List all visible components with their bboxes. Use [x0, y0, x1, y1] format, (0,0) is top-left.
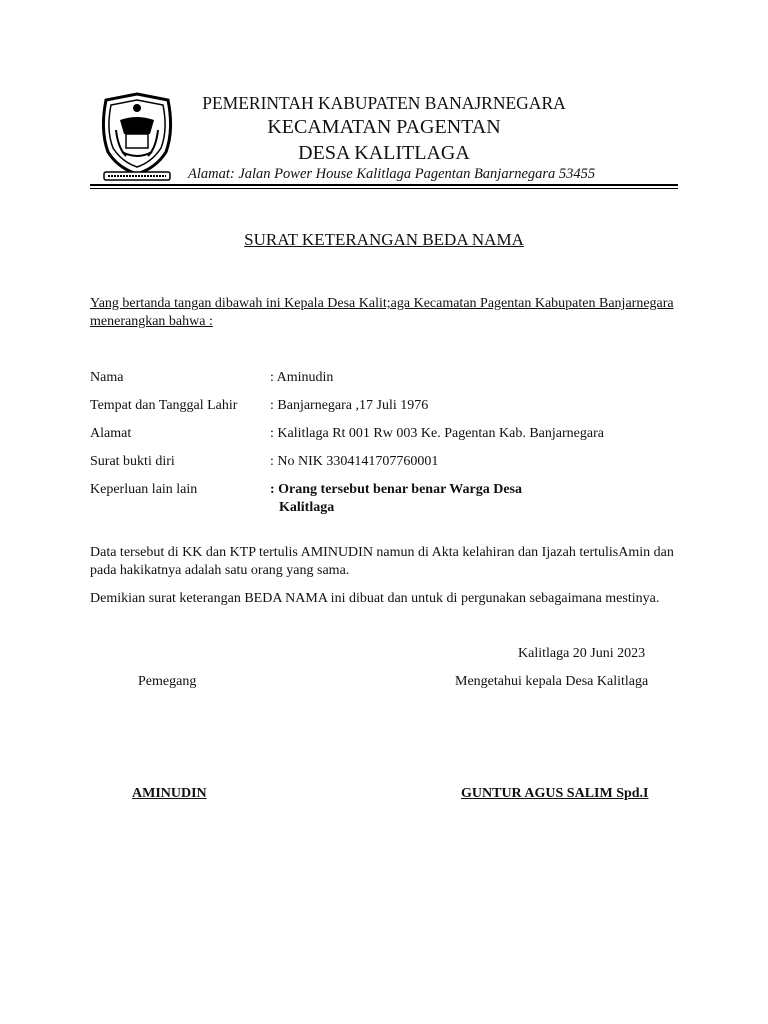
body-paragraph-1: Data tersebut di KK dan KTP tertulis AMINUDIN namun di Akta kelahiran dan Ijazah tertulisAmin dan pada hakikatnya adalah satu orang yang sama. [90, 545, 674, 578]
body-paragraph-2: Demikian surat keterangan BEDA NAMA ini dibuat dan untuk di pergunakan sebagaimana mestinya. [90, 591, 660, 606]
letterhead-divider-thick [90, 184, 678, 186]
head-signature-name: GUNTUR AGUS SALIM Spd.I [461, 786, 649, 801]
letterhead-district: KECAMATAN PAGENTAN [267, 116, 501, 138]
field-value-line-1: : Orang tersebut benar benar Warga Desa [270, 482, 522, 497]
letter-date: Kalitlaga 20 Juni 2023 [518, 646, 646, 661]
field-value: : Kalitlaga Rt 001 Rw 003 Ke. Pagentan Kab. Banjarnegara [270, 426, 604, 441]
field-value: : Banjarnegara ,17 Juli 1976 [270, 398, 429, 413]
holder-signature-name: AMINUDIN [132, 786, 207, 801]
intro-line-1: Yang bertanda tangan dibawah ini Kepala Desa Kalit;aga Kecamatan Pagentan Kabupaten Banjarnegara [90, 296, 674, 311]
field-label: Alamat [90, 426, 132, 441]
field-label: Keperluan lain lain [90, 482, 198, 497]
letterhead-village: DESA KALITLAGA [298, 142, 470, 164]
field-value: : Aminudin [270, 370, 334, 385]
field-value: : No NIK 3304141707760001 [270, 454, 439, 469]
intro-statement [90, 295, 680, 331]
letterhead-address: Alamat: Jalan Power House Kalitlaga Pagentan Banjarnegara 53455 [188, 166, 596, 182]
letterhead-divider-thin [90, 188, 678, 189]
field-value-line-2: Kalitlaga [279, 500, 335, 515]
holder-label: Pemegang [138, 674, 197, 689]
field-value [270, 481, 540, 517]
regency-crest-icon [96, 90, 178, 186]
field-label: Tempat dan Tanggal Lahir [90, 398, 238, 413]
letterhead-government: PEMERINTAH KABUPATEN BANAJRNEGARA [202, 93, 566, 113]
acknowledger-label: Mengetahui kepala Desa Kalitlaga [455, 674, 649, 689]
field-label: Nama [90, 370, 124, 385]
field-label: Surat bukti diri [90, 454, 175, 469]
intro-line-2: menerangkan bahwa : [90, 314, 213, 329]
document-title: SURAT KETERANGAN BEDA NAMA [244, 230, 524, 249]
